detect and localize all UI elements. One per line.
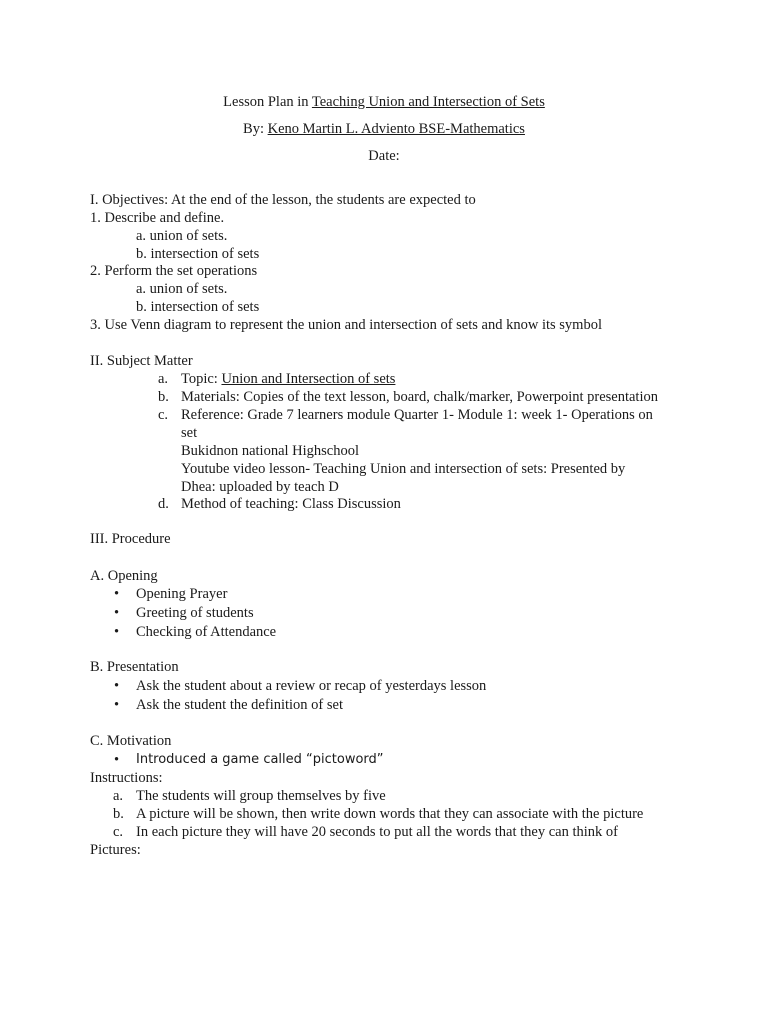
motivation-game: Introduced a game called “pictoword”	[136, 752, 384, 767]
objective-item-1a: a. union of sets.	[136, 228, 228, 244]
opening-item: Greeting of students	[136, 605, 254, 621]
subject-item-c-marker: c.	[158, 407, 169, 423]
topic-prefix: Topic:	[181, 371, 222, 387]
objective-item-1b: b. intersection of sets	[136, 246, 260, 262]
author-name: Keno Martin L. Adviento BSE-Mathematics	[267, 121, 525, 137]
subject-item-reference-line4: Youtube video lesson- Teaching Union and intersection of sets: Presented by	[181, 461, 626, 477]
instruction-c: In each picture they will have 20 seconds to put all the words that they can think of	[136, 824, 618, 840]
pictures-label: Pictures:	[90, 842, 141, 858]
bullet-icon: •	[114, 752, 120, 768]
subject-item-a-marker: a.	[158, 371, 169, 387]
bullet-icon: •	[114, 697, 120, 713]
bullet-icon: •	[114, 586, 120, 602]
title-prefix: Lesson Plan in	[223, 94, 312, 110]
instruction-c-marker: c.	[113, 824, 124, 840]
presentation-item: Ask the student the definition of set	[136, 697, 343, 713]
instructions-label: Instructions:	[90, 770, 163, 786]
procedure-heading: III. Procedure	[90, 531, 171, 547]
presentation-heading: B. Presentation	[90, 659, 179, 675]
opening-item: Opening Prayer	[136, 586, 228, 602]
document-author	[0, 120, 768, 138]
instruction-a-marker: a.	[113, 788, 124, 804]
instruction-a: The students will group themselves by five	[136, 788, 386, 804]
presentation-item: Ask the student about a review or recap of yesterdays lesson	[136, 678, 487, 694]
opening-heading: A. Opening	[90, 568, 158, 584]
motivation-heading: C. Motivation	[90, 733, 172, 749]
instruction-b: A picture will be shown, then write down words that they can associate with the picture	[136, 806, 644, 822]
title-topic: Teaching Union and Intersection of Sets	[311, 94, 545, 110]
instruction-b-marker: b.	[113, 806, 124, 822]
bullet-icon: •	[114, 678, 120, 694]
subject-item-topic	[181, 370, 395, 388]
bullet-icon: •	[114, 624, 120, 640]
subject-item-d-marker: d.	[158, 496, 169, 512]
objective-item-1: 1. Describe and define.	[90, 210, 225, 226]
opening-item: Checking of Attendance	[136, 624, 277, 640]
objectives-heading: I. Objectives: At the end of the lesson, the students are expected to	[90, 192, 476, 208]
subject-item-reference-line3: Bukidnon national Highschool	[181, 443, 360, 459]
objective-item-2: 2. Perform the set operations	[90, 263, 258, 279]
document-date: Date:	[368, 148, 400, 164]
subject-matter-heading: II. Subject Matter	[90, 353, 193, 369]
objective-item-3: 3. Use Venn diagram to represent the union and intersection of sets and know its symbol	[90, 317, 602, 333]
bullet-icon: •	[114, 605, 120, 621]
subject-item-reference-line1: Reference: Grade 7 learners module Quarter 1- Module 1: week 1- Operations on	[181, 407, 653, 423]
subject-item-reference-line5: Dhea: uploaded by teach D	[181, 479, 339, 495]
objective-item-2a: a. union of sets.	[136, 281, 228, 297]
objective-item-2b: b. intersection of sets	[136, 299, 260, 315]
subject-item-method: Method of teaching: Class Discussion	[181, 496, 401, 512]
document-title	[0, 93, 768, 111]
topic-value: Union and Intersection of sets	[221, 371, 396, 387]
subject-item-reference-line2: set	[181, 425, 198, 441]
author-prefix: By:	[243, 121, 268, 137]
subject-item-materials: Materials: Copies of the text lesson, board, chalk/marker, Powerpoint presentation	[181, 389, 658, 405]
subject-item-b-marker: b.	[158, 389, 169, 405]
